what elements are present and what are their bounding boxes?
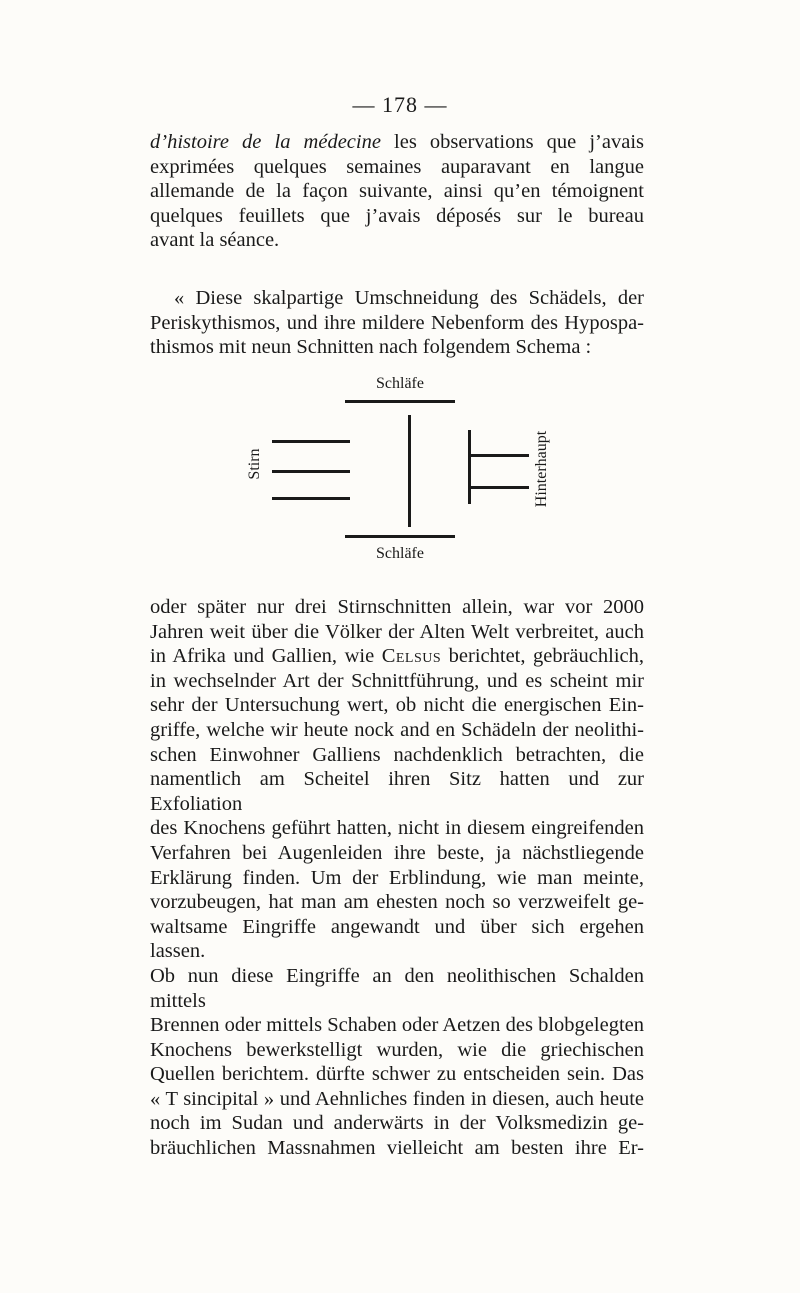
text-line: griffe, welche wir heute nock and en Schädeln der neolithi- [150,718,644,741]
forehead-cut-2 [272,470,350,473]
author-name-celsus: Celsus [381,645,442,668]
occiput-cut-1 [471,454,529,457]
text-segment: les observations que j’avais [380,131,644,153]
text-line: namentlich am Scheitel ihren Sitz hatten und zur Exfoliation [150,768,644,815]
text-line: Ob nun diese Eingriffe an den neolithischen Schalden mittels [150,964,644,1012]
text-line: sehr der Untersuchung wert, ob nicht die energischen Ein- [150,694,644,717]
occiput-vertical-cut [468,430,471,504]
text-line: thismos mit neun Schnitten nach folgendem Schema : [150,336,592,359]
center-vertical-cut [408,415,411,527]
text-segment: berichtet, gebräuchlich, [441,645,644,668]
text-line: Jahren weit über die Völker der Alten Welt verbreitet, auch [150,620,644,643]
label-occiput: Hinterhaupt [533,430,550,508]
text-line: vorzubeugen, hat man am ehesten noch so verzweifelt ge- [150,891,644,914]
text-segment: in Afrika und Gallien, wie [150,645,382,668]
text-line: exprimées quelques semaines auparavant en langue [150,155,644,178]
text-line: schen Einwohner Galliens nachdenklich betrachten, die [150,743,644,766]
text-line: « T sincipital » und Aehnliches finden in diesen, auch heute [150,1087,644,1110]
forehead-cut-3 [272,497,350,500]
text-line: bräuchlichen Massnahmen vielleicht am besten ihre Er- [150,1137,644,1160]
text-line: in wechselnder Art der Schnittführung, und es scheint mir [150,669,644,692]
text-line: Quellen berichtem. dürfte schwer zu entscheiden sein. Das [150,1063,644,1086]
paragraph-intro [150,130,644,253]
text-line: oder später nur drei Stirnschnitten allein, war vor 2000 [150,596,644,618]
text-line [150,130,644,155]
text-line: des Knochens geführt hatten, nicht in diesem eingreifenden [150,817,644,840]
text-line: Erklärung finden. Um der Erblindung, wie man meinte, [150,866,644,889]
text-line: avant la séance. [150,229,280,252]
text-line: Verfahren bei Augenleiden ihre beste, ja nächstliegende [150,841,644,864]
text-line [150,644,644,669]
text-line: « Diese skalpartige Umschneidung des Schädels, der [174,287,644,309]
page-number: — 178 — [352,92,448,117]
text-line: allemande de la façon suivante, ainsi qu’en témoignent [150,180,644,203]
text-line: Knochens bewerkstelligt wurden, wie die griechischen [150,1038,644,1061]
text-line: Brennen oder mittels Schaben oder Aetzen des blobgelegten [150,1014,644,1037]
paragraph-quote [150,286,644,360]
bottom-bar [345,535,455,538]
label-forehead: Stirn [246,448,263,480]
text-line: noch im Sudan und anderwärts in der Volksmedizin ge- [150,1112,644,1135]
label-temple-top: Schläfe [376,375,424,392]
text-line: waltsame Eingriffe angewandt und über sich ergehen lassen. [150,915,644,963]
top-bar [345,400,455,403]
forehead-cut-1 [272,440,350,443]
italic-title: d’histoire de la médecine [150,131,381,153]
text-line: Periskythismos, und ihre mildere Nebenform des Hypospa- [150,311,644,334]
occiput-cut-2 [471,486,529,489]
paragraph-main [150,595,644,1161]
text-line: quelques feuillets que j’avais déposés sur le bureau [150,204,644,227]
label-temple-bottom: Schläfe [376,545,424,562]
